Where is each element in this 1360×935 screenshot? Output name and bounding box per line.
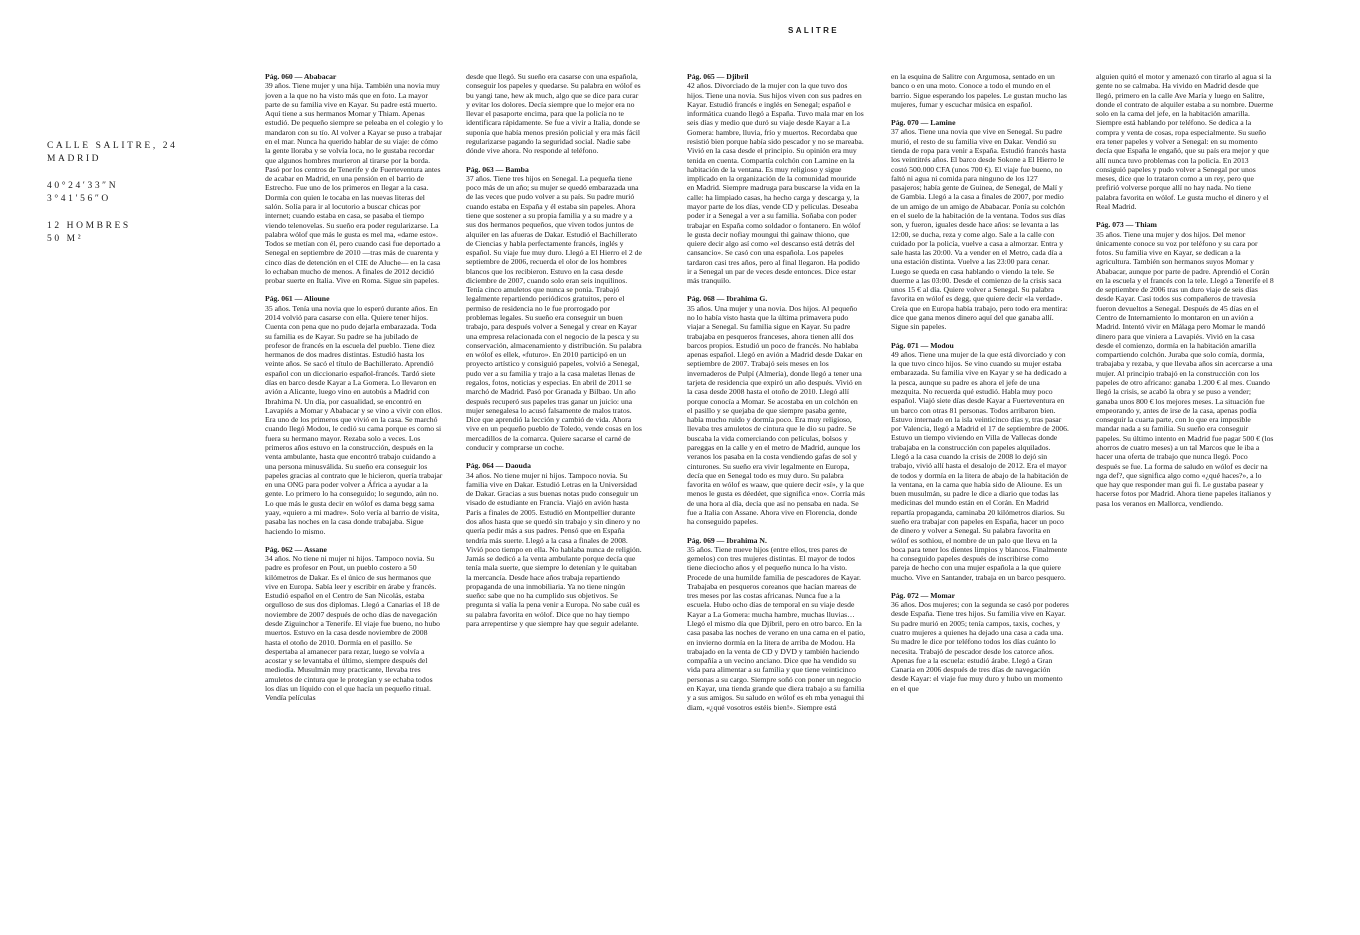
entry-heading: Pág. 072 — Momar xyxy=(891,590,956,600)
entry-continuation: desde que llegó. Su sueño era casarse con una española, conseguir los papeles y quedarse. Su palabra en wólof es bu yangi tane, hew ak much, algo que se dice para curar y evitar los dolores. Decía siempre que lo mejor era no llevar el pasaporte encima, para que la policía no te identificara rápidamente. Se fue a vivir a Italia, donde se suponía que había menos presión policial y era más fácil regularizarse pagando la seguridad social. Nadie sabe dónde vive ahora. No responde al teléfono. xyxy=(466,72,641,156)
entry-body: 39 años. Tiene mujer y una hija. También una novia muy joven a la que no ha visto más que en foto. La mayor parte de su familia vive en Kayar. Su padre está muerto. Aquí tiene a sus hermanos Momar y Thiam. Apenas estudió. De pequeño siempre se peleaba en el colegio y lo mandaron con su tío. Al volver a Kayar se puso a trabajar en el mar. Nunca ha querido hablar de su viaje: de cómo la gente lloraba y se volvía loca, no le gustaba recordar que algunos hombres murieron al tirarse por la borda. Pasó por los centros de Tenerife y de Fuerteventura antes de acabar en Madrid, en una pensión en el barrio de Estrecho. Fue uno de los primeros en llegar a la casa. Dormía con quien le tocaba en las nuevas literas del salón. Solía para ir al locutorio a buscar chicas por internet; cuando estaba en casa, se pasaba el tiempo viendo telenovelas. Su sueño era poder regularizarse. La palabra wólof que más le gusta es mel ma, «dame esto». Todos se metían con él, pero cuando casi fue deportado a Senegal en septiembre de 2010 —tras más de cuarenta y cinco días de detención en el CIE de Aluche— en la casa lo echaban mucho de menos. A finales de 2012 decidió probar suerte en Italia. Vive en Roma. Sigue sin papeles. xyxy=(265,81,443,286)
profile-entry xyxy=(466,461,644,628)
profile-entry xyxy=(891,341,1069,582)
entry-body: 34 años. No tiene mujer ni hijos. Tampoco novia. Su familia vive en Dakar. Estudió Letras en la Universidad de Dakar. Gracias a sus buenas notas pudo conseguir un visado de estudiante en Francia. Viajó en avión hasta París a finales de 2005. Estudió en Montpellier durante dos años hasta que se quedó sin trabajo y sin dinero y no quería pedir más a sus padres. Pensó que en España tendría más suerte. Llegó a la casa a finales de 2008. Vivió poco tiempo en ella. No hablaba nunca de religión. Jamás se dedicó a la venta ambulante porque decía que tenía mala suerte, que siempre lo detenían y le quitaban la mercancía. Desde hace años trabaja repartiendo propaganda de una inmobiliaria. Ya no tiene ningún sueño: sabe que no ha cumplido sus objetivos. Se pregunta si valía la pena venir a Europa. No sabe cuál es su palabra favorita en wólof. Dice que no hay tiempo para arrepentirse y que siempre hay que seguir adelante. xyxy=(466,470,642,629)
entry-body: 35 años. Tiene una mujer y dos hijos. Del menor únicamente conoce su voz por teléfono y su cara por fotos. Su familia vive en Kayar, se dedican a la agricultura. También son hermanos suyos Momar y Ababacar, aunque por parte de padre. Aprendió el Corán en la escuela y el francés con la tele. Llegó a Tenerife el 8 de septiembre de 2006 tras un duro viaje de seis días desde Kayar. Casi todos sus compañeros de travesía fueron devueltos a Senegal. Después de 45 días en el Centro de Internamiento lo montaron en un avión a Madrid. Intentó vivir en Málaga pero Momar le mandó dinero para que viniera a Lavapiés. Vivió en la casa desde el comienzo, dormía en la habitación amarilla compartiendo colchón. Juraba que solo comía, dormía, trabajaba y rezaba, y que llevaba años sin acercarse a una mujer. Al principio trabajó en la construcción con los papeles de otro africano: ganaba 1.200 € al mes. Cuando llegó la crisis, se acabó la obra y se puso a vender; ganaba unos 800 € los mejores meses. La situación fue empeorando y, antes de irse de la casa, apenas podía conseguir la cuarta parte, con lo que era imposible mandar nada a su familia. Su sueño era conseguir papeles. Su último intento en Madrid fue pagar 500 € (los ahorros de cuatro meses) a un tal Marcos que le iba a hacer una oferta de trabajo que nunca llegó. Poco después se fue. La forma de saludo en wólof es decir na nga def?, que significa algo como «¿qué haces?», a lo que hay que responder man gui fi. Le gustaba pasear y hacerse fotos por Madrid. Ahora tiene papeles italianos y pasa los veranos en Mallorca, vendiendo. xyxy=(1096,229,1274,508)
text-column-2 xyxy=(466,72,644,922)
longitude: 3°41′56″O xyxy=(47,194,111,204)
address-block xyxy=(47,140,247,166)
area: 50 M² xyxy=(47,234,84,244)
text-column-5 xyxy=(1096,72,1274,922)
entry-heading: Pág. 064 — Daouda xyxy=(466,461,531,471)
profile-entry xyxy=(265,545,443,703)
coordinates-block xyxy=(47,180,247,206)
latitude: 40°24′33″N xyxy=(47,181,119,191)
entry-body: 42 años. Divorciado de la mujer con la que tuvo dos hijos. Tiene una novia. Sus hijos viven con sus padres en Kayar. Estudió francés e inglés en Senegal; español e informática cuando llegó a España. Tuvo mala mar en los seis días y medio que duró su viaje desde Kayar a La Gomera: hambre, lluvia, frío y muertos. Recordaba que resistió bien porque había sido pescador y no se mareaba. Vivió en la casa desde el principio. Su opinión era muy tenida en cuenta. Compartía colchón con Lamine en la habitación de la ventana. Es muy religioso y sigue implicado en la organización de la comunidad mouride en Madrid. Siempre madruga para buscarse la vida en la calle: ha limpiado casas, ha hecho carga y descarga y, la mayor parte de los días, vende CD y películas. Deseaba poder ir a Senegal a ver a su familia. Soñaba con poder trabajar en España como soldador o fontanero. En wólof le gusta decir nofiay moungui thi gainaw thiono, que quiere decir algo así como «el descanso está detrás del cansancio». Se casó con una española. Los papeles tardaron casi tres años, pero al final llegaron. Ha podido ir a Senegal un par de veces desde entonces. Dice estar más tranquilo. xyxy=(687,81,864,286)
entry-body: 36 años. Dos mujeres; con la segunda se casó por poderes desde España. Tiene tres hijos. Su familia vive en Kayar. Su padre murió en 2005; tenía campos, taxis, coches, y cuatro mujeres a quienes ha dejado una casa a cada una. Su madre le dice por teléfono todos los días cuánto lo necesita. Trabajó de pescador desde los catorce años. Apenas fue a la escuela: estudió árabe. Llegó a Gran Canaria en 2006 después de tres días de navegación desde Kayar: el viaje fue muy duro y hubo un momento en el que xyxy=(891,600,1069,693)
profile-entry xyxy=(687,72,865,285)
profile-entry xyxy=(265,294,443,535)
entry-heading: Pág. 071 — Modou xyxy=(891,340,954,350)
entry-body: 35 años. Tenía una novia que lo esperó durante años. En 2014 volvió para casarse con ella. Quiere tener hijos. Cuenta con pena que no pudo dejarla embarazada. Toda su familia es de Kayar. Su padre se ha jubilado de profesor de francés en la escuela del pueblo. Tiene diez hermanos de dos madres distintas. Estudió hasta los veinte años. Se sacó el título de Bachillerato. Aprendió español con un diccionario español-francés. Tardó siete días en barco desde Kayar a La Gomera. Lo llevaron en avión a Alicante, luego vino en autobús a Madrid con Ibrahima N. Un día, por casualidad, se encontró en Lavapiés a Momar y Ababacar y se vino a vivir con ellos. Era uno de los primeros que vivió en la casa. Se marchó cuando llegó Modou, le cedió su cama porque es como si fuera su hermano mayor. Rezaba solo a veces. Los primeros años estuvo en la construcción, después en la venta ambulante, hasta que encontró trabajo cuidando a una persona minusválida. Su sueño era conseguir los papeles gracias al contrato que le hicieron, quería trabajar en una ONG para poder volver a África a ayudar a la gente. Lo primero lo ha conseguido; lo segundo, aún no. Lo que más le gusta decir en wólof es dama begg sama yaay, «quiero a mi madre». Solo vería al barrio de visita, pasaba las noches en la casa donde trabajaba. Sigue haciendo lo mismo. xyxy=(265,303,443,536)
profile-entry xyxy=(687,294,865,526)
entry-heading: Pág. 062 — Assane xyxy=(265,544,327,554)
entry-body: 37 años. Tiene tres hijos en Senegal. La pequeña tiene poco más de un año; su mujer se quedó embarazada una de las veces que pudo volver a su país. Su padre murió cuando estaba en España y él estaba sin papeles. Ahora tiene que sostener a su propia familia y a su madre y a sus dos hermanos pequeños, que viven todos juntos de alquiler en las afueras de Dakar. Estudió el Bachillerato de Ciencias y habla perfectamente francés, inglés y español. Su viaje fue muy duro. Llegó a El Hierro el 2 de septiembre de 2006, recuerda el olor de los hombres blancos que los recibieron. Estuvo en la casa desde diciembre de 2007, cuando solo eran seis inquilinos. Tenía cinco amuletos que nunca se ponía. Trabajó legalmente repartiendo periódicos gratuitos, pero el permiso de residencia no le fue prorrogado por problemas legales. Su sueño era conseguir un buen trabajo, para después volver a Senegal y crear en Kayar una empresa relacionada con el negocio de la pesca y su conservación, almacenamiento y distribución. Su palabra en wólof es ellek, «futuro». En 2010 participó en un proyecto artístico y consiguió papeles, volvió a Senegal, pudo ver a su familia y trajo a la casa maletas llenas de regalos, fotos, noticias y especias. En abril de 2011 se marchó de Madrid. Pasó por Granada y Bilbao. Un año después recuperó sus papeles tras ganar un juicio: una mujer senegalesa lo acusó falsamente de malos tratos. Dice que aprendió la lección y cambió de vida. Ahora vive en un pequeño pueblo de Toledo, vende cosas en los mercadillos de la comarca. Quiere sacarse el carné de conducir y comprarse un coche. xyxy=(466,173,642,452)
profile-entry xyxy=(466,165,644,453)
entry-continuation: alguien quitó el motor y amenazó con tirarlo al agua si la gente no se calmaba. Ha vivido en Madrid desde que llegó, primero en la calle Ave María y luego en Salitre, donde el contrato de alquiler estaba a su nombre. Duerme solo en la cama del jefe, en la habitación amarilla. Siempre está hablando por teléfono. Se dedica a la compra y venta de cosas, ropa especialmente. Su sueño era tener papeles y volver a Senegal: en su momento decía que España le engañó, que su país era mejor y que allí nunca tuvo problemas con la policía. En 2013 consiguió papeles y pudo volver a Senegal por unos meses, dice que lo trataron como a un rey, pero que prefirió volverse porque allí no hay nada. No tiene palabra favorita en wólof. Le gusta mucho el dinero y el Real Madrid. xyxy=(1096,72,1274,211)
running-head: SALITRE xyxy=(788,26,840,35)
entry-body: 35 años. Tiene nueve hijos (entre ellos, tres pares de gemelos) con tres mujeres distintas. El mayor de todos tiene dieciocho años y el pequeño nunca lo ha visto. Procede de una humilde familia de pescadores de Kayar. Trabajaba en pesqueros coreanos que hacían mareas de tres meses por las costas africanas. Nunca fue a la escuela. Hubo ocho días de temporal en su viaje desde Kayar a La Gomera: mucha hambre, muchas lluvias… Llegó el mismo día que Djibril, pero en otro barco. En la casa pasaba las noches de verano en una cama en el patio, en invierno dormía en la litera de arriba de Modou. Ha trabajado en la venta de CD y DVD y también haciendo compañía a un vecino anciano. Dice que ha vendido su vida para alimentar a su familia y que tiene veinticinco personas a su cargo. Siempre soñó con poner un negocio en Kayar, una tienda grande que diera trabajo a su familia y a sus amigos. Su saludo en wólof es eh mba yenagui thi diam, «¿qué vosotros estéis bien!». Siempre está xyxy=(687,544,865,712)
entry-heading: Pág. 065 — Djibril xyxy=(687,72,749,81)
address-street: CALLE SALITRE, 24 xyxy=(47,141,178,151)
entry-heading: Pág. 068 — Ibrahima G. xyxy=(687,294,768,304)
entry-heading: Pág. 069 — Ibrahima N. xyxy=(687,535,767,545)
entry-body: 49 años. Tiene una mujer de la que está divorciado y con la que tuvo cinco hijos. Se vino cuando su mujer estaba embarazada. Su familia vive en Kayar y se ha dedicado a la pesca, aunque su padre es ahora el jefe de una mezquita. No recuerda qué estudió. Habla muy poco español. Viajó siete días desde Kayar a Fuerteventura en un barco con otras 81 personas. Todos arribaron bien. Estuvo internado en la isla veinticinco días y, tras pasar por Valencia, llegó a Madrid el 17 de septiembre de 2006. Estuvo un tiempo viviendo en Villa de Vallecas donde trabajaba en la construcción con papeles alquilados. Llegó a la casa cuando la crisis de 2008 lo dejó sin trabajo, vivió allí hasta el desalojo de 2012. Era el mayor de todos y dormía en la litera de abajo de la habitación de la ventana, en la cama que había sido de Alioune. Es un buen musulmán, su padre le dice a diario que todas las medicinas del mundo están en el Corán. En Madrid repartía propaganda, caminaba 20 kilómetros diarios. Su sueño era trabajar con papeles en España, hacer un poco de dinero y volver a Senegal. Su palabra favorita en wólof es sothiou, el nombre de un palo que lleva en la boca para tener los dientes limpios y blancos. Finalmente ha conseguido papeles después de inscribirse como pareja de hecho con una mujer española a la que quiere mucho. Vive en Santander, trabaja en un barco pesquero. xyxy=(891,349,1069,582)
entry-body: 37 años. Tiene una novia que vive en Senegal. Su padre murió, el resto de su familia vive en Dakar. Vendió su tienda de ropa para venir a España. Estudió francés hasta los veintitrés años. El barco desde Sokone a El Hierro le costó 500.000 CFA (unos 700 €). El viaje fue bueno, no faltó ni agua ni comida para ninguno de los 127 pasajeros; había gente de Guinea, de Senegal, de Malí y de Gambia. Llegó a la casa a finales de 2007, por medio de un amigo de un amigo de Ababacar. Ponía su colchón en el suelo de la habitación de la ventana. Todos sus días son, y fueron, iguales desde hace años: se levanta a las 12:00, se ducha, reza y come algo. Sale a la calle con cuidado por la policía, vuelve a casa a almorzar. Entra y sale hasta las 20:00. Va a vender en el Metro, cada día a una estación distinta. Vuelve a las 23:00 para cenar. Luego se queda en casa hablando o viendo la tele. Se duerme a las 03:00. Desde el comienzo de la crisis saca unos 15 € al día. Quiere volver a Senegal. Su palabra favorita en wólof es degg, que quiere decir «la verdad». Creía que en Europa había trabajo, pero todo era mentira: dice que gana menos dinero aquí del que ganaba allí. Sigue sin papeles. xyxy=(891,127,1068,332)
occupants: 12 HOMBRES xyxy=(47,221,131,231)
entry-continuation: en la esquina de Salitre con Argumosa, sentado en un banco o en una moto. Conoce a todo el mundo en el barrio. Sigue esperando los papeles. Le gustan mucho las mujeres, fumar y escuchar música en español. xyxy=(891,72,1067,109)
address-city: MADRID xyxy=(47,154,102,164)
profile-entry xyxy=(891,591,1069,693)
stats-block xyxy=(47,220,247,246)
profile-entry xyxy=(265,72,443,285)
entry-heading: Pág. 063 — Bamba xyxy=(466,164,529,174)
entry-heading: Pág. 073 — Thiam xyxy=(1096,220,1157,230)
entry-body: 35 años. Una mujer y una novia. Dos hijos. Al pequeño no lo había visto hasta que la última primavera pudo viajar a Senegal. Su familia sigue en Kayar. Su padre trabajaba en pesqueros franceses, ahora tienen allí dos barcos propios. Estudió un poco de francés. No hablaba apenas español. Llegó en avión a Madrid desde Dakar en septiembre de 2007. Trabajó seis meses en los invernaderos de Pulpí (Almería), donde llegó a tener una tarjeta de residencia que expiró un año después. Vivió en la casa desde 2008 hasta el otoño de 2010. Llegó allí porque conocía a Momar. Se acostaba en un colchón en el pasillo y se quejaba de que siempre pasaba gente, había mucho ruido y dormía poco. Era muy religioso, llevaba tres amuletos de cintura que le dio su padre. Se buscaba la vida comerciando con películas, bolsos y pareggas en la calle y en el metro de Madrid, aunque los veranos los pasaba en la costa vendiendo gafas de sol y cinturones. Su sueño era vivir legalmente en Europa, decía que en Senegal todo es muy duro. Su palabra favorita en wólof es waaw, que quiere decir «sí», y la que menos le gusta es déedéet, que significa «no». Corría más de una hora al día, decía que así no pensaba en nada. Se fue a Italia con Assane. Ahora vive en Florencia, donde ha conseguido papeles. xyxy=(687,303,865,527)
entry-heading: Pág. 061 — Alioune xyxy=(265,294,330,304)
entry-body: 34 años. No tiene ni mujer ni hijos. Tampoco novia. Su padre es profesor en Pout, un pueblo costero a 50 kilómetros de Dakar. Es el único de sus hermanos que vive en Europa. Sabía leer y escribir en árabe y francés. Estudió español en el Centro de San Nicolás, estaba orgulloso de sus dos diplomas. Llegó a Canarias el 18 de noviembre de 2007 después de ocho días de navegación desde Ziguinchor a Tenerife. El viaje fue bueno, no hubo muertos. Estuvo en la casa desde noviembre de 2008 hasta el otoño de 2010. Dormía en el pasillo. Se despertaba al amanecer para rezar, luego se volvía a acostar y se levantaba el último, siempre después del mediodía. Musulmán muy practicante, llevaba tres amuletos de cintura que le protegían y se echaba todos los días un líquido con el que hacía un pequeño ritual. Vendía películas xyxy=(265,554,441,703)
location-sidebar xyxy=(47,140,247,260)
text-column-1 xyxy=(265,72,443,922)
text-column-3 xyxy=(687,72,865,922)
profile-entry xyxy=(1096,220,1274,508)
profile-entry xyxy=(687,536,865,712)
profile-entry xyxy=(891,118,1069,331)
entry-heading: Pág. 060 — Ababacar xyxy=(265,72,337,81)
entry-heading: Pág. 070 — Lamine xyxy=(891,118,956,128)
text-column-4 xyxy=(891,72,1069,922)
